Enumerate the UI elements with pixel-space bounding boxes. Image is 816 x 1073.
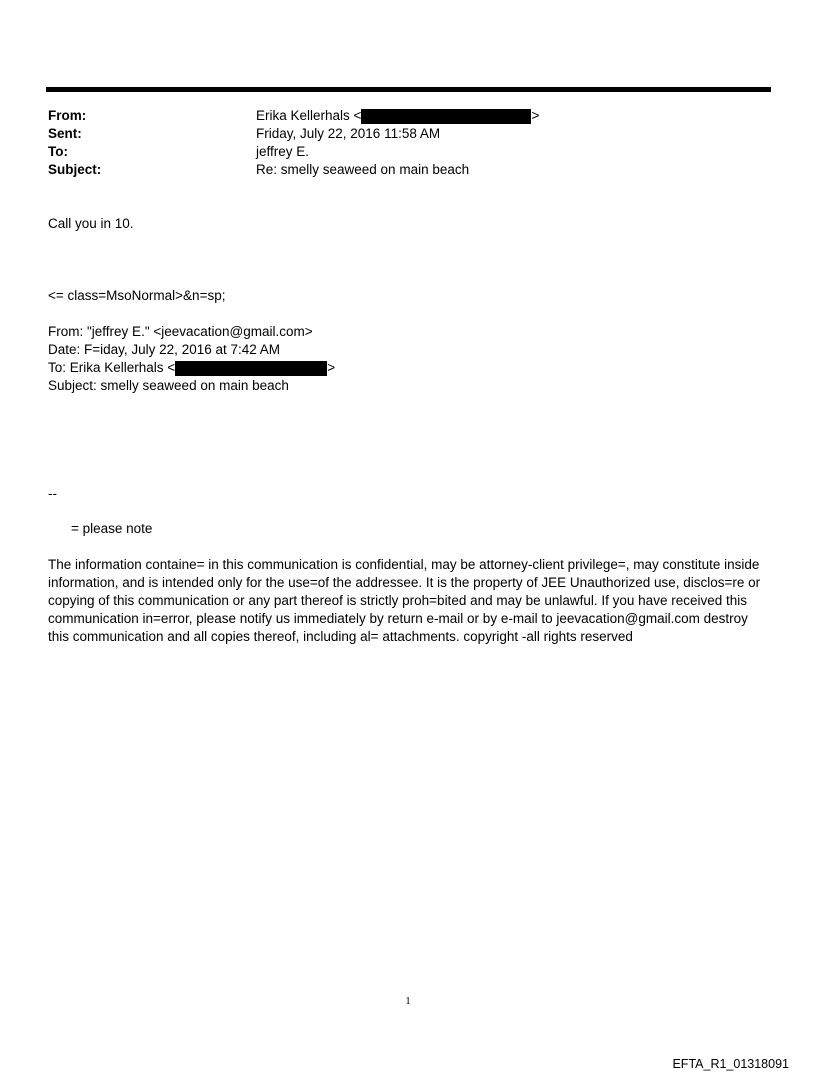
redaction-block xyxy=(175,361,327,376)
signature-separator: -- xyxy=(48,486,57,501)
sent-label: Sent: xyxy=(48,126,82,141)
page-number: 1 xyxy=(405,995,411,1007)
document-id: EFTA_R1_01318091 xyxy=(672,1057,789,1071)
from-name: Erika Kellerhals < xyxy=(256,108,362,123)
quoted-subject: Subject: smelly seaweed on main beach xyxy=(48,378,289,393)
to-label: To: xyxy=(48,144,68,159)
from-close: > xyxy=(531,108,540,123)
to-value: jeffrey E. xyxy=(256,144,310,159)
from-label: From: xyxy=(48,108,87,123)
quoted-to xyxy=(48,359,335,377)
quoted-date: Date: F=iday, July 22, 2016 at 7:42 AM xyxy=(48,342,281,357)
quoted-to-prefix: To: Erika Kellerhals < xyxy=(48,360,176,375)
subject-label: Subject: xyxy=(48,162,102,177)
sent-value: Friday, July 22, 2016 11:58 AM xyxy=(256,126,441,141)
redaction-block xyxy=(361,109,531,124)
header-rule xyxy=(46,87,771,92)
please-note: = please note xyxy=(71,521,153,536)
quoted-from: From: "jeffrey E." <jeevacation@gmail.com> xyxy=(48,324,313,339)
from-value xyxy=(256,107,539,125)
reply-text: Call you in 10. xyxy=(48,216,134,231)
quoted-to-close: > xyxy=(327,360,336,375)
confidentiality-disclaimer: The information containe= in this communication is confidential, may be attorney-client privilege=, may constitute inside information, and is intended only for the use=of the addressee. It is the property of JEE Unauthorized use, disclos=re or copying of this communication or any part thereof is strictly proh=bited and may be unlawful. If you have received this communication in=error, please notify us immediately by return e-mail or by e-mail to jeevacation@gmail.com destroy this communication and all copies thereof, including al= attachments. copyright -all rights reserved xyxy=(48,557,761,644)
subject-value: Re: smelly seaweed on main beach xyxy=(256,162,470,177)
html-artifact-text: <= class=MsoNormal>&n=sp; xyxy=(48,288,226,303)
